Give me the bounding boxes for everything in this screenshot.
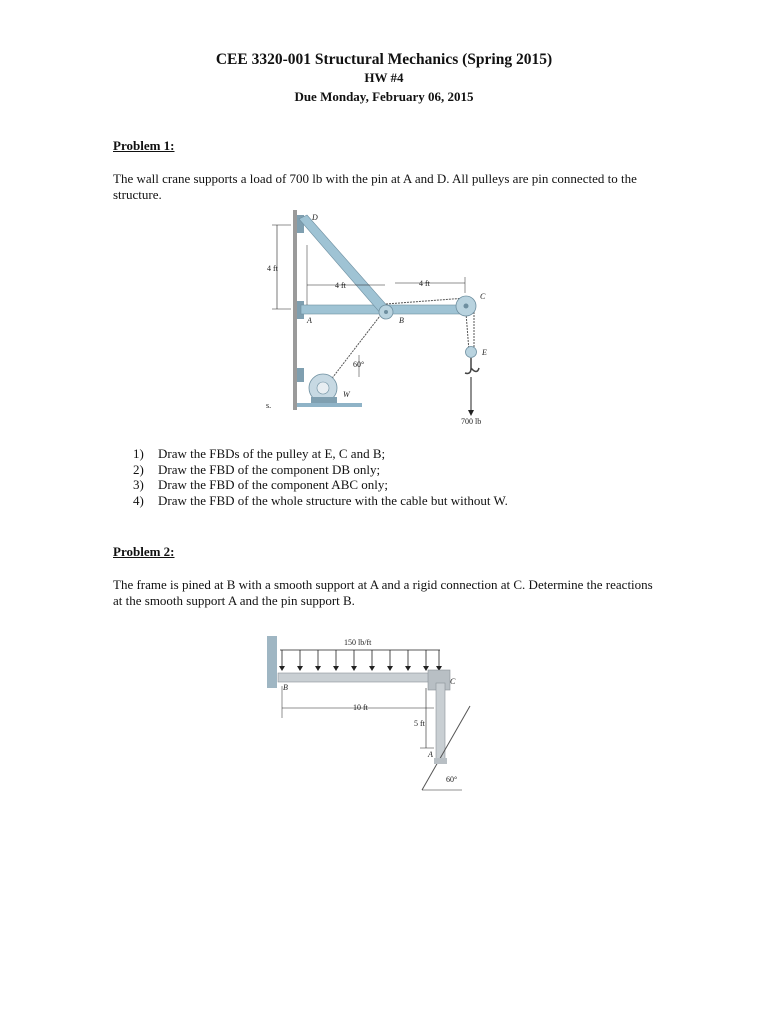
pulley-e	[466, 347, 477, 358]
wall-crane-figure	[255, 205, 505, 430]
member-db	[299, 215, 390, 315]
label-angle: 60°	[446, 775, 458, 784]
label-angle: 60°	[353, 360, 365, 369]
label-stray: s.	[266, 401, 272, 410]
label-point-e: E	[482, 348, 487, 357]
problem2-text: The frame is pined at B with a smooth support at A and a rigid connection at C. Determine the reactions at the smooth support A and the pin support B.	[113, 577, 653, 608]
frame-figure	[262, 628, 482, 798]
problem1-heading: Problem 1:	[113, 138, 175, 153]
document-header	[0, 50, 768, 107]
due-date: Due Monday, February 06, 2015	[294, 89, 474, 104]
course-title: CEE 3320-001 Structural Mechanics (Spring 2015)	[215, 51, 553, 68]
label-height: 5 ft	[414, 719, 425, 728]
problem1-text: The wall crane supports a load of 700 lb with the pin at A and D. All pulleys are pin connected to the structure.	[113, 171, 637, 202]
cable-ce-left	[466, 313, 469, 351]
label-dim-right: 4 ft	[419, 279, 430, 288]
label-point-w: W	[343, 390, 350, 399]
cable-bc	[386, 298, 466, 304]
label-point-b: B	[399, 316, 404, 325]
label-point-b: B	[283, 683, 288, 692]
wall-left	[267, 636, 277, 688]
label-load: 150 lb/ft	[344, 638, 372, 647]
list-item: 4) Draw the FBD of the whole structure with the cable but without W.	[133, 492, 508, 508]
column-ca	[436, 683, 445, 763]
bracket-w	[297, 368, 304, 382]
label-dim-left: 4 ft	[335, 281, 346, 290]
label-point-c: C	[480, 292, 486, 301]
hook	[465, 358, 479, 373]
list-item: 2) Draw the FBD of the component DB only;	[133, 461, 381, 477]
wall	[293, 210, 297, 410]
list-item: 1) Draw the FBDs of the pulley at E, C and B;	[133, 446, 386, 461]
label-point-d: D	[312, 213, 318, 222]
label-point-a: A	[307, 316, 312, 325]
label-dim-height: 4 ft	[267, 264, 278, 273]
label-point-a: A	[428, 750, 433, 759]
load-arrows	[279, 650, 442, 671]
problem1-task-list	[133, 446, 508, 508]
ground-plate	[297, 403, 362, 407]
label-load: 700 lb	[461, 417, 482, 426]
problem2-heading: Problem 2:	[113, 544, 175, 559]
list-item: 3) Draw the FBD of the component ABC only;	[133, 477, 389, 492]
beam-bc	[278, 673, 448, 682]
label-span: 10 ft	[353, 703, 368, 712]
homework-number: HW #4	[364, 70, 404, 85]
label-point-c: C	[450, 677, 456, 686]
